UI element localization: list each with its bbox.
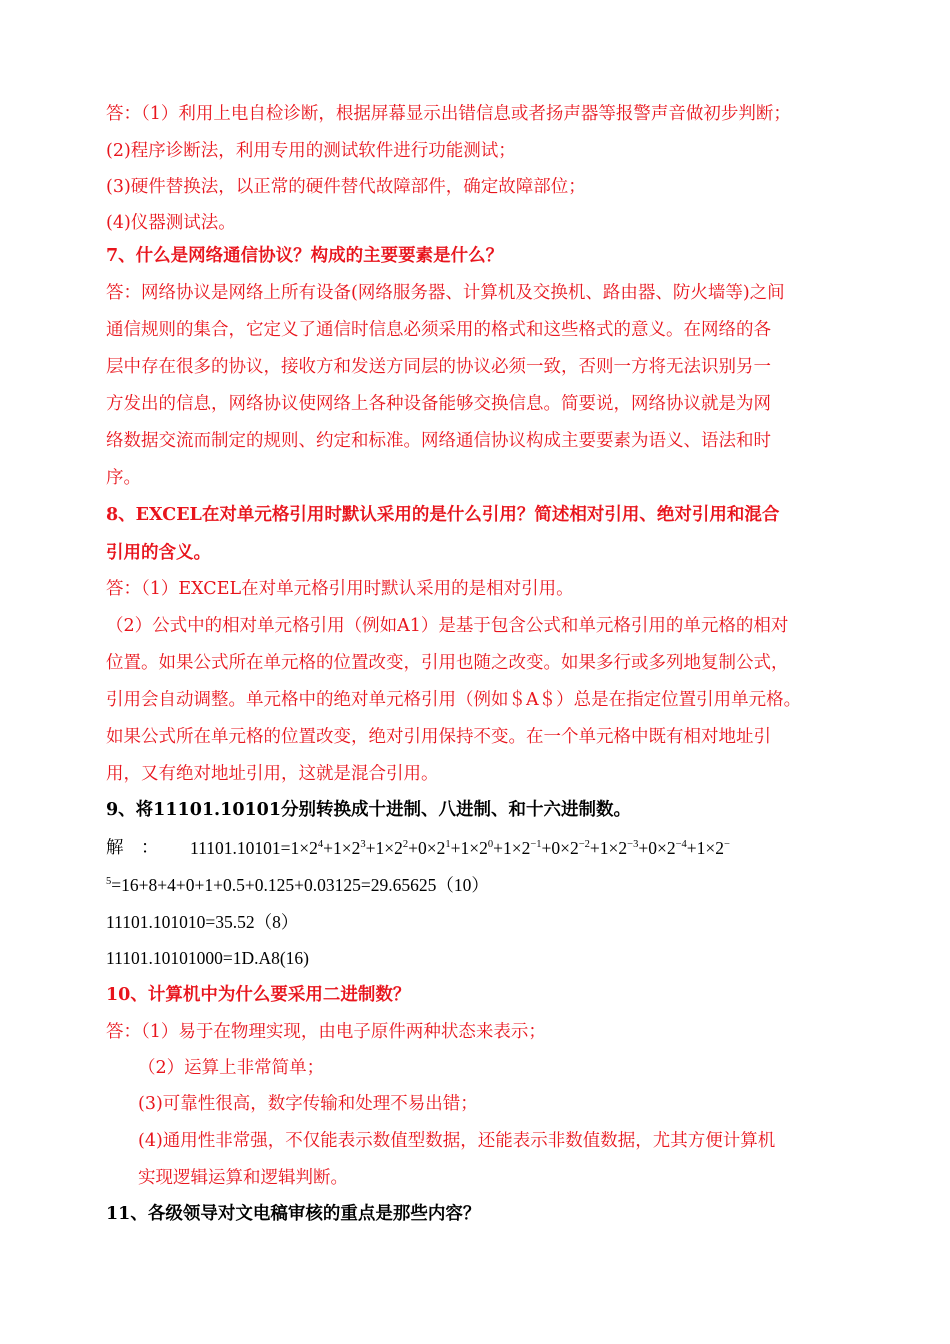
term: +1×2 — [450, 838, 488, 858]
q10-question: 10、计算机中为什么要采用二进制数？ — [106, 985, 411, 1005]
q8-answer-line-2: （2）公式中的相对单元格引用（例如A1）是基于包含公式和单元格引用的单元格的相对 — [106, 616, 789, 636]
q7-answer-line-6: 序。 — [106, 468, 141, 488]
term: 11101.10101=1×2 — [190, 838, 318, 858]
term: +0×2 — [408, 838, 446, 858]
q6-answer-line-3: (3)硬件替换法，以正常的硬件替代故障部件，确定故障部位； — [106, 177, 586, 197]
term: +1×2 — [493, 838, 531, 858]
exponent: 2 — [402, 839, 409, 850]
exponent: −4 — [675, 839, 687, 850]
q8-question-line-1: 8、EXCEL在对单元格引用时默认采用的是什么引用？简述相对引用、绝对引用和混合 — [106, 505, 780, 525]
q8-answer-line-1: 答：（1）EXCEL在对单元格引用时默认采用的是相对引用。 — [106, 579, 574, 599]
q9-solution-label: 解 ： — [106, 838, 159, 858]
exponent: −3 — [627, 839, 639, 850]
q8-question-line-2: 引用的含义。 — [106, 543, 211, 563]
q10-answer-line-2: （2）运算上非常简单； — [138, 1058, 325, 1078]
exponent: 1 — [445, 839, 451, 850]
exponent: 3 — [360, 839, 366, 850]
q10-answer-line-3: (3)可靠性很高，数字传输和处理不易出错； — [138, 1094, 478, 1114]
term: +0×2 — [638, 838, 676, 858]
term: +1×2 — [323, 838, 361, 858]
q9-hex-result: 11101.10101000=1D.A8(16) — [106, 948, 310, 968]
q10-answer-line-1: 答：（1）易于在物理实现，由电子原件两种状态来表示； — [106, 1022, 546, 1042]
exponent: 0 — [487, 839, 494, 850]
term: +0×2 — [541, 838, 579, 858]
q7-answer-line-5: 络数据交流而制定的规则、约定和标准。网络通信协议构成主要要素为语义、语法和时 — [106, 431, 771, 451]
exponent: −2 — [578, 839, 590, 850]
q6-answer-line-2: (2)程序诊断法，利用专用的测试软件进行功能测试； — [106, 141, 516, 161]
q7-answer-line-3: 层中存在很多的协议，接收方和发送方同层的协议必须一致，否则一方将无法识别另一 — [106, 357, 771, 377]
q9-question: 9、将11101.10101分别转换成十进制、八进制、和十六进制数。 — [106, 800, 632, 820]
decimal-result: =16+8+4+0+1+0.5+0.125+0.03125=29.65625（10） — [111, 875, 489, 895]
q9-expansion-line-2 — [106, 873, 489, 897]
q10-answer-line-4: (4)通用性非常强，不仅能表示数值型数据，还能表示非数值数据，尤其方便计算机 — [138, 1131, 776, 1151]
q6-answer-line-1: 答：（1）利用上电自检诊断，根据屏幕显示出错信息或者扬声器等报警声音做初步判断； — [106, 104, 791, 124]
q8-answer-line-3: 位置。如果公式所在单元格的位置改变，引用也随之改变。如果多行或多列地复制公式， — [106, 653, 789, 673]
term: +1×2 — [365, 838, 403, 858]
term: +1×2 — [686, 838, 725, 858]
q7-answer-line-1: 答：网络协议是网络上所有设备(网络服务器、计算机及交换机、路由器、防火墙等)之间 — [106, 283, 785, 303]
q8-answer-line-5: 如果公式所在单元格的位置改变，绝对引用保持不变。在一个单元格中既有相对地址引 — [106, 727, 771, 747]
q8-answer-line-6: 用，又有绝对地址引用，这就是混合引用。 — [106, 764, 439, 784]
q6-answer-line-4: (4)仪器测试法。 — [106, 213, 236, 233]
exponent: −1 — [530, 839, 542, 850]
term: +1×2 — [589, 838, 628, 858]
q9-octal-result: 11101.101010=35.52（8） — [106, 912, 299, 932]
q8-answer-line-4: 引用会自动调整。单元格中的绝对单元格引用（例如＄A＄）总是在指定位置引用单元格。 — [106, 690, 802, 710]
q7-answer-line-4: 方发出的信息，网络协议使网络上各种设备能够交换信息。简要说，网络协议就是为网 — [106, 394, 771, 414]
q7-question: 7、什么是网络通信协议？构成的主要要素是什么？ — [106, 246, 504, 266]
q7-answer-line-2: 通信规则的集合，它定义了通信时信息必须采用的格式和这些格式的意义。在网络的各 — [106, 320, 771, 340]
exponent: 4 — [317, 839, 324, 850]
q11-question: 11、各级领导对文电稿审核的重点是那些内容？ — [106, 1204, 481, 1224]
exponent: 5 — [106, 876, 112, 887]
q9-expansion-line-1 — [190, 836, 730, 860]
q10-answer-line-5: 实现逻辑运算和逻辑判断。 — [138, 1168, 348, 1188]
exponent: − — [724, 839, 730, 850]
